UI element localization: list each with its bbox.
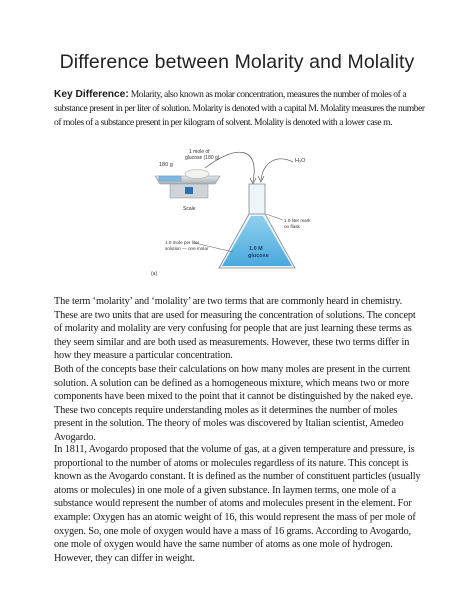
scale (155, 170, 220, 199)
paragraph-molarity-intro: The term ‘molarity’ and ‘molality’ are two terms that are commonly heard in chemistry. These are two units that are used for measuring the concentration of solutions. The concept of molarity and molality are very confusing for people that are just learning these terms as they seem similar and are both used as measurements. However, these two terms differ in how they measure a particular concentration. (54, 296, 416, 362)
scale-display (185, 187, 193, 194)
glucose-pile (185, 170, 209, 179)
paragraph-avogadro: In 1811, Avogardo proposed that the volume of gas, at a given temperature and pressure, is proportional to the number of atoms or molecules regardless of its nature. This concept is known as the Avogardo constant. It is defined as the number of constituent particles (usually atoms or molecules) in one mole of a given substance. In laymen terms, one mole of a substance would represent the number of atoms and molecules present in the element. For example: Oxygen has an atomic weight of 16, this would represent the mass of per mole of oxygen. So, one mole of oxygen would have a mass of 16 grams. According to Avogardo, one mole of oxygen would have the same number of atoms as one mole of hydrogen. However, they can differ in weight. (54, 444, 421, 564)
molarity-illustration (145, 140, 335, 280)
water-label: H₂O (295, 158, 306, 164)
paragraph-moles-solution: Both of the concepts base their calculations on how many moles are present in the current solution. A solution can be defined as a homogeneous mixture, which means two or more components have been mixed to the point that it cannot be distinguished by the naked eye. These two concepts require understanding moles as it determines the number of moles present in the solution. The theory of moles was discovered by Italian scientist, Amedeo Avogardo. (54, 364, 413, 443)
flask-label-line2: glucose (248, 253, 269, 259)
key-difference-paragraph (54, 88, 426, 130)
solution-label-line2: solution — one molar (165, 246, 209, 251)
mark-label-line1: 1.0 liter mark (284, 218, 311, 223)
mark-label-line2: on flask (284, 224, 300, 229)
molarity-figure (145, 140, 335, 280)
panel-label: (a) (151, 271, 158, 277)
scale-label: Scale (183, 206, 196, 212)
mass-label: 180 g (159, 162, 173, 168)
water-arrow (261, 159, 293, 180)
weight-block (159, 176, 181, 181)
page-title: Difference between Molarity and Molality (59, 51, 415, 73)
mole-label-line1: 1 mole of (189, 149, 210, 155)
flask-label-line1: 1.0 M (249, 246, 263, 252)
key-difference-text: Molarity, also known as molar concentration, measures the number of moles of a substance present in per liter of solution. Molarity is denoted with a capital M. Molality measures the number of moles of a substance present in per kilogram of solvent. Molality is denoted with a lower case m. (54, 89, 425, 128)
key-difference-label: Key Difference: (54, 89, 129, 100)
solution-label-line1: 1.0 mole per liter (165, 240, 200, 245)
mole-label-line2: glucose (180 g) (185, 155, 220, 161)
